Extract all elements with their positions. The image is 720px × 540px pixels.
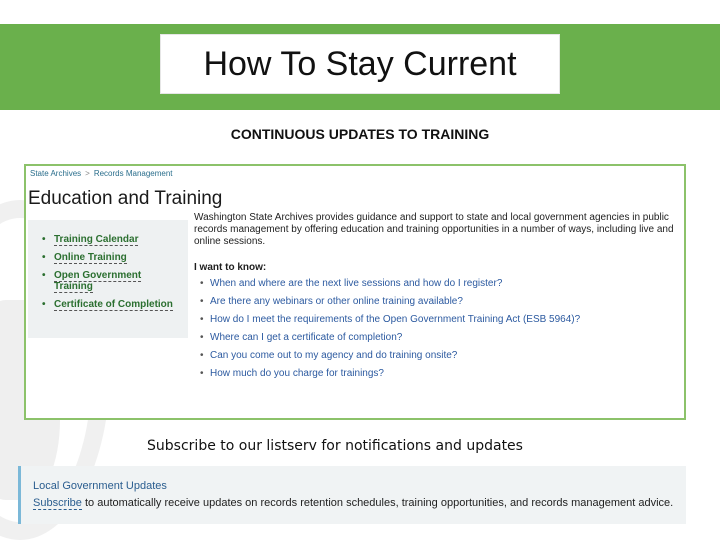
sidebar-item-label: Certificate of Completion <box>54 299 173 310</box>
breadcrumb <box>30 169 173 178</box>
question-link-training-cost[interactable]: • How much do you charge for trainings? <box>200 368 670 386</box>
sidebar-list <box>42 234 182 317</box>
question-link-live-sessions[interactable]: • When and where are the next live sessions and how do I register? <box>200 278 670 296</box>
sidebar-panel <box>28 220 188 338</box>
title-box <box>160 34 560 94</box>
updates-description: to automatically receive updates on records retention schedules, training opportunities, and records management advice. <box>81 497 674 509</box>
breadcrumb-records-management[interactable]: Records Management <box>93 169 173 178</box>
question-list <box>200 278 670 386</box>
slide-title: How To Stay Current <box>203 44 517 83</box>
intro-paragraph: Washington State Archives provides guidance and support to state and local government agencies in public records management by offering education and training opportunities in a number of ways, including live and online sessions. <box>194 212 674 247</box>
sidebar-item-open-government-training[interactable] <box>42 270 182 292</box>
question-link-webinars[interactable]: • Are there any webinars or other online training available? <box>200 296 670 314</box>
want-heading: I want to know: <box>194 262 267 273</box>
website-screenshot <box>24 164 686 420</box>
question-link-open-government-act[interactable]: • How do I meet the requirements of the Open Government Training Act (ESB 5964)? <box>200 314 670 332</box>
breadcrumb-state-archives[interactable]: State Archives <box>30 169 82 178</box>
sidebar-item-label: Training Calendar <box>54 234 139 245</box>
breadcrumb-separator: > <box>85 169 90 178</box>
slide-subtitle: CONTINUOUS UPDATES TO TRAINING <box>230 126 490 142</box>
sidebar-item-label: Online Training <box>54 252 127 263</box>
sidebar-item-training-calendar[interactable] <box>42 234 182 245</box>
subscribe-caption: Subscribe to our listserv for notifications and updates <box>147 438 523 454</box>
local-government-updates-box <box>18 466 686 524</box>
sidebar-item-certificate-of-completion[interactable] <box>42 299 182 310</box>
question-link-certificate[interactable]: • Where can I get a certificate of completion? <box>200 332 670 350</box>
sidebar-item-label: Open Government Training <box>54 270 142 292</box>
page-title: Education and Training <box>28 188 223 209</box>
updates-text <box>33 497 673 509</box>
sidebar-item-online-training[interactable] <box>42 252 182 263</box>
question-link-onsite-training[interactable]: • Can you come out to my agency and do training onsite? <box>200 350 670 368</box>
subscribe-link[interactable]: Subscribe <box>33 497 82 509</box>
updates-title: Local Government Updates <box>33 480 167 492</box>
